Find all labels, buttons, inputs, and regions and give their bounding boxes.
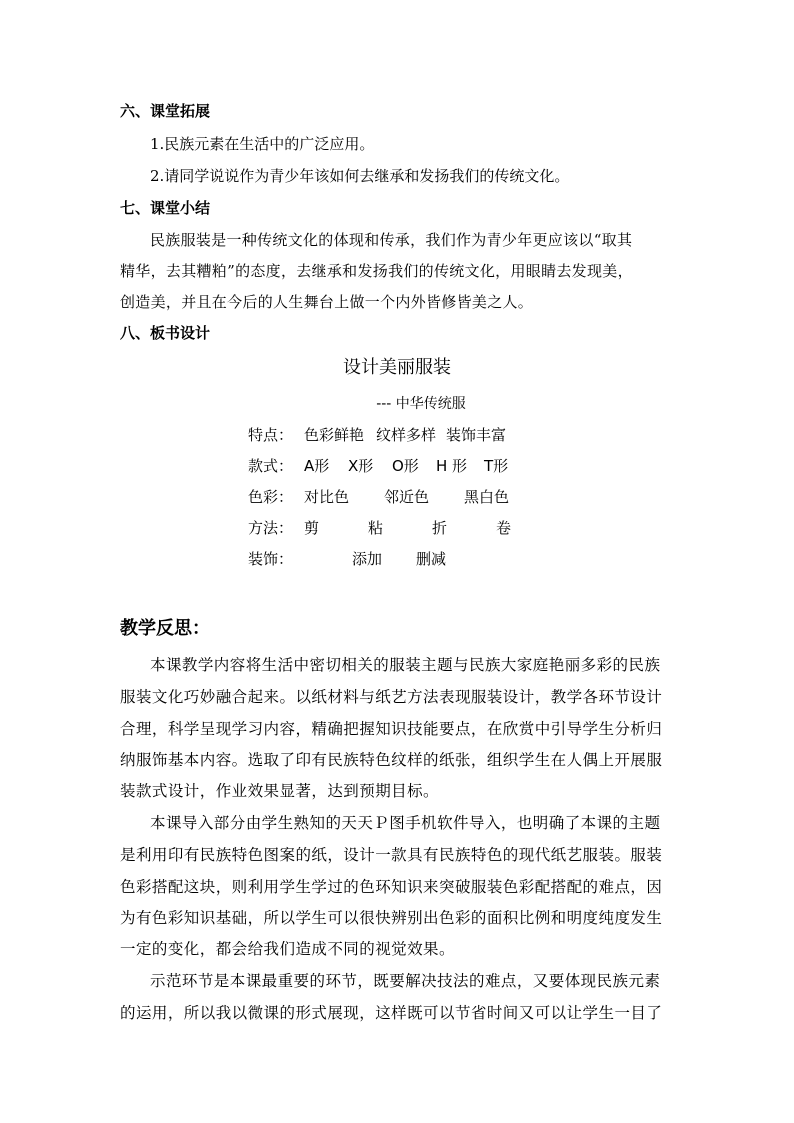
reflection-line: 本课导入部分由学生熟知的天天Ｐ图手机软件导入，也明确了本课的主题 [150,814,661,832]
board-row-value: 删减 [416,550,447,568]
board-row-value: H 形 [436,457,468,475]
board-row-value: 色彩鲜艳 [304,426,365,444]
board-title: 设计美丽服装 [343,357,451,378]
board-row-label: 方法： [248,519,294,537]
board-row-label: 色彩： [248,488,294,506]
board-row-label: 装饰： [248,550,294,568]
board-row-value: 邻近色 [384,488,430,506]
reflection-line: 是利用印有民族特色图案的纸，设计一款具有民族特色的现代纸艺服装。服装 [120,846,663,864]
board-row-value: 折 [432,519,448,537]
board-row-value: 纹样多样 [376,426,437,444]
board-row-value: 黑白色 [464,488,510,506]
board-row-value: A形 [304,457,330,475]
summary-line-3: 创造美，并且在今后的人生舞台上做一个内外皆修皆美之人。 [120,293,534,311]
reflection-line: 为有色彩知识基础，所以学生可以很快辨别出色彩的面积比例和明度纯度发生 [120,909,663,927]
summary-line-2: 精华，去其糟粕”的态度，去继承和发扬我们的传统文化，用眼睛去发现美， [120,262,633,280]
board-subtitle: --- 中华传统服 [376,396,466,412]
section-heading-summary: 七、课堂小结 [120,199,211,217]
reflection-line: 纳服饰基本内容。选取了印有民族特色纹样的纸张，组织学生在人偶上开展服 [120,751,663,769]
summary-line-1: 民族服装是一种传统文化的体现和传承，我们作为青少年更应该以“取其 [150,231,633,249]
reflection-line: 合理，科学呈现学习内容，精确把握知识技能要点，在欣赏中引导学生分析归 [120,720,663,738]
board-row-value: 粘 [368,519,384,537]
reflection-line: 本课教学内容将生活中密切相关的服装主题与民族大家庭艳丽多彩的民族 [150,656,661,674]
reflection-line: 色彩搭配这块，则利用学生学过的色环知识来突破服装色彩配搭配的难点，因 [120,878,663,896]
section-heading-board-design: 八、板书设计 [120,324,211,342]
board-row-value: O形 [392,457,419,475]
reflection-line: 服装文化巧妙融合起来。以纸材料与纸艺方法表现服装设计，教学各环节设计 [120,688,663,706]
reflection-line: 示范环节是本课最重要的环节，既要解决技法的难点，又要体现民族元素 [150,972,661,990]
board-row-value: 剪 [304,519,320,537]
board-row-value: X形 [348,457,374,475]
board-row-value: T形 [484,457,509,475]
reflection-line: 的运用，所以我以微课的形式展现，这样既可以节省时间又可以让学生一目了 [120,1004,663,1022]
reflection-line: 一定的变化，都会给我们造成不同的视觉效果。 [120,940,455,958]
board-row-value: 卷 [496,519,512,537]
board-row-label: 特点： [248,426,294,444]
board-row-value: 添加 [352,550,383,568]
board-row-label: 款式： [248,457,294,475]
board-row-value: 装饰丰富 [446,426,507,444]
reflection-title: 教学反思： [120,618,210,639]
extension-item-2: 2.请同学说说作为青少年该如何去继承和发扬我们的传统文化。 [150,167,570,185]
reflection-line: 装款式设计，作业效果显著，达到预期目标。 [120,782,440,800]
section-heading-extension: 六、课堂拓展 [120,102,211,120]
extension-item-1: 1.民族元素在生活中的广泛应用。 [150,135,375,153]
board-row-value: 对比色 [304,488,350,506]
